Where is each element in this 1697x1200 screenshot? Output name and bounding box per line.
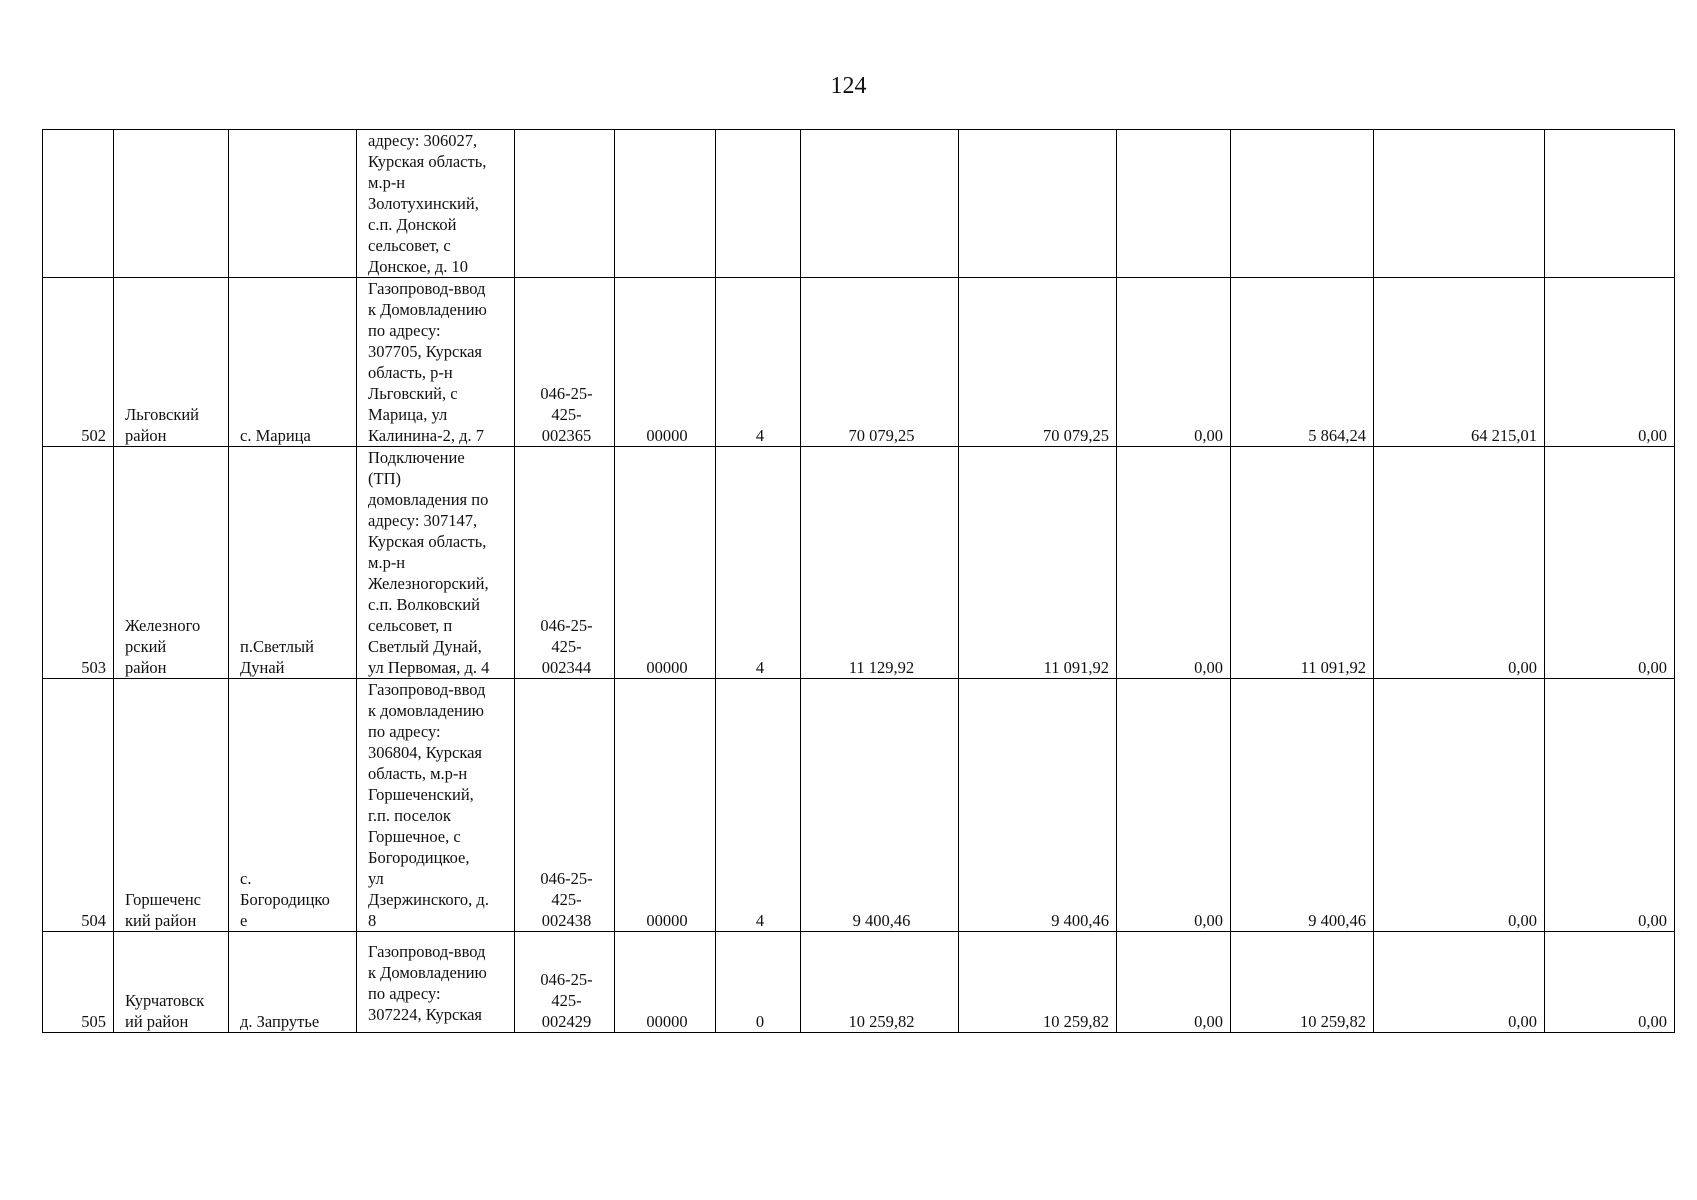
row-number: 503 (43, 447, 114, 679)
funded-cell: 9 400,46 (959, 679, 1117, 932)
district-cell: Железного рский район (114, 447, 229, 679)
amount-cell (1117, 130, 1231, 278)
code-cell: 046-25- 425- 002438 (515, 679, 615, 932)
kbk-cell: 00000 (615, 932, 716, 1033)
object-cell: Газопровод-ввод к домовладению по адресу: 306804, Курская область, м.р-н Горшеченский, г.п. поселок Горшечное, с Богородицкое, ул Дзержинского, д. 8 (357, 679, 515, 932)
funded-cell: 10 259,82 (959, 932, 1117, 1033)
group-cell: 0 (716, 932, 801, 1033)
amount-cell: 0,00 (1545, 447, 1675, 679)
amount-cell (1545, 130, 1675, 278)
table-row (43, 679, 1675, 932)
amount-cell: 0,00 (1374, 932, 1545, 1033)
amount-cell: 0,00 (1545, 932, 1675, 1033)
locality-cell: д. Запрутье (229, 932, 357, 1033)
table-row (43, 278, 1675, 447)
funded-cell (959, 130, 1117, 278)
amount-cell: 0,00 (1117, 447, 1231, 679)
table-row (43, 447, 1675, 679)
amount-cell (1231, 130, 1374, 278)
code-cell: 046-25- 425- 002365 (515, 278, 615, 447)
group-cell: 4 (716, 447, 801, 679)
code-cell: 046-25- 425- 002344 (515, 447, 615, 679)
group-cell (716, 130, 801, 278)
page-number: 124 (830, 73, 867, 99)
total-cell: 10 259,82 (801, 932, 959, 1033)
amount-cell: 11 091,92 (1231, 447, 1374, 679)
locality-cell: с. Марица (229, 278, 357, 447)
amount-cell: 5 864,24 (1231, 278, 1374, 447)
amount-cell: 0,00 (1545, 679, 1675, 932)
amount-cell: 0,00 (1117, 679, 1231, 932)
object-cell: Подключение (ТП) домовладения по адресу: 307147, Курская область, м.р-н Железногорский, с.п. Волковский сельсовет, п Светлый Дунай, ул Первомая, д. 4 (357, 447, 515, 679)
row-number: 505 (43, 932, 114, 1033)
district-cell (114, 130, 229, 278)
row-number (43, 130, 114, 278)
object-cell: адресу: 306027, Курская область, м.р-н Золотухинский, с.п. Донской сельсовет, с Донское, д. 10 (357, 130, 515, 278)
table-row (43, 130, 1675, 278)
amount-cell (1374, 130, 1545, 278)
amount-cell: 0,00 (1374, 679, 1545, 932)
amount-cell: 0,00 (1117, 932, 1231, 1033)
object-cell: Газопровод-ввод к Домовладению по адресу: 307705, Курская область, р-н Льговский, с Марица, ул Калинина-2, д. 7 (357, 278, 515, 447)
group-cell: 4 (716, 679, 801, 932)
district-cell: Курчатовск ий район (114, 932, 229, 1033)
funded-cell: 11 091,92 (959, 447, 1117, 679)
amount-cell: 64 215,01 (1374, 278, 1545, 447)
amount-cell: 0,00 (1545, 278, 1675, 447)
kbk-cell: 00000 (615, 679, 716, 932)
district-cell: Горшеченс кий район (114, 679, 229, 932)
amount-cell: 0,00 (1117, 278, 1231, 447)
row-number: 502 (43, 278, 114, 447)
district-cell: Льговский район (114, 278, 229, 447)
total-cell: 9 400,46 (801, 679, 959, 932)
kbk-cell: 00000 (615, 278, 716, 447)
locality-cell: п.Светлый Дунай (229, 447, 357, 679)
group-cell: 4 (716, 278, 801, 447)
locality-cell: с. Богородицко е (229, 679, 357, 932)
table-row (43, 932, 1675, 1033)
code-cell: 046-25- 425- 002429 (515, 932, 615, 1033)
kbk-cell (615, 130, 716, 278)
amount-cell: 0,00 (1374, 447, 1545, 679)
locality-cell (229, 130, 357, 278)
total-cell (801, 130, 959, 278)
kbk-cell: 00000 (615, 447, 716, 679)
amount-cell: 10 259,82 (1231, 932, 1374, 1033)
funded-cell: 70 079,25 (959, 278, 1117, 447)
object-cell: Газопровод-ввод к Домовладению по адресу: 307224, Курская (357, 932, 515, 1033)
row-number: 504 (43, 679, 114, 932)
total-cell: 11 129,92 (801, 447, 959, 679)
amount-cell: 9 400,46 (1231, 679, 1374, 932)
code-cell (515, 130, 615, 278)
total-cell: 70 079,25 (801, 278, 959, 447)
registry-table (42, 129, 1675, 1033)
